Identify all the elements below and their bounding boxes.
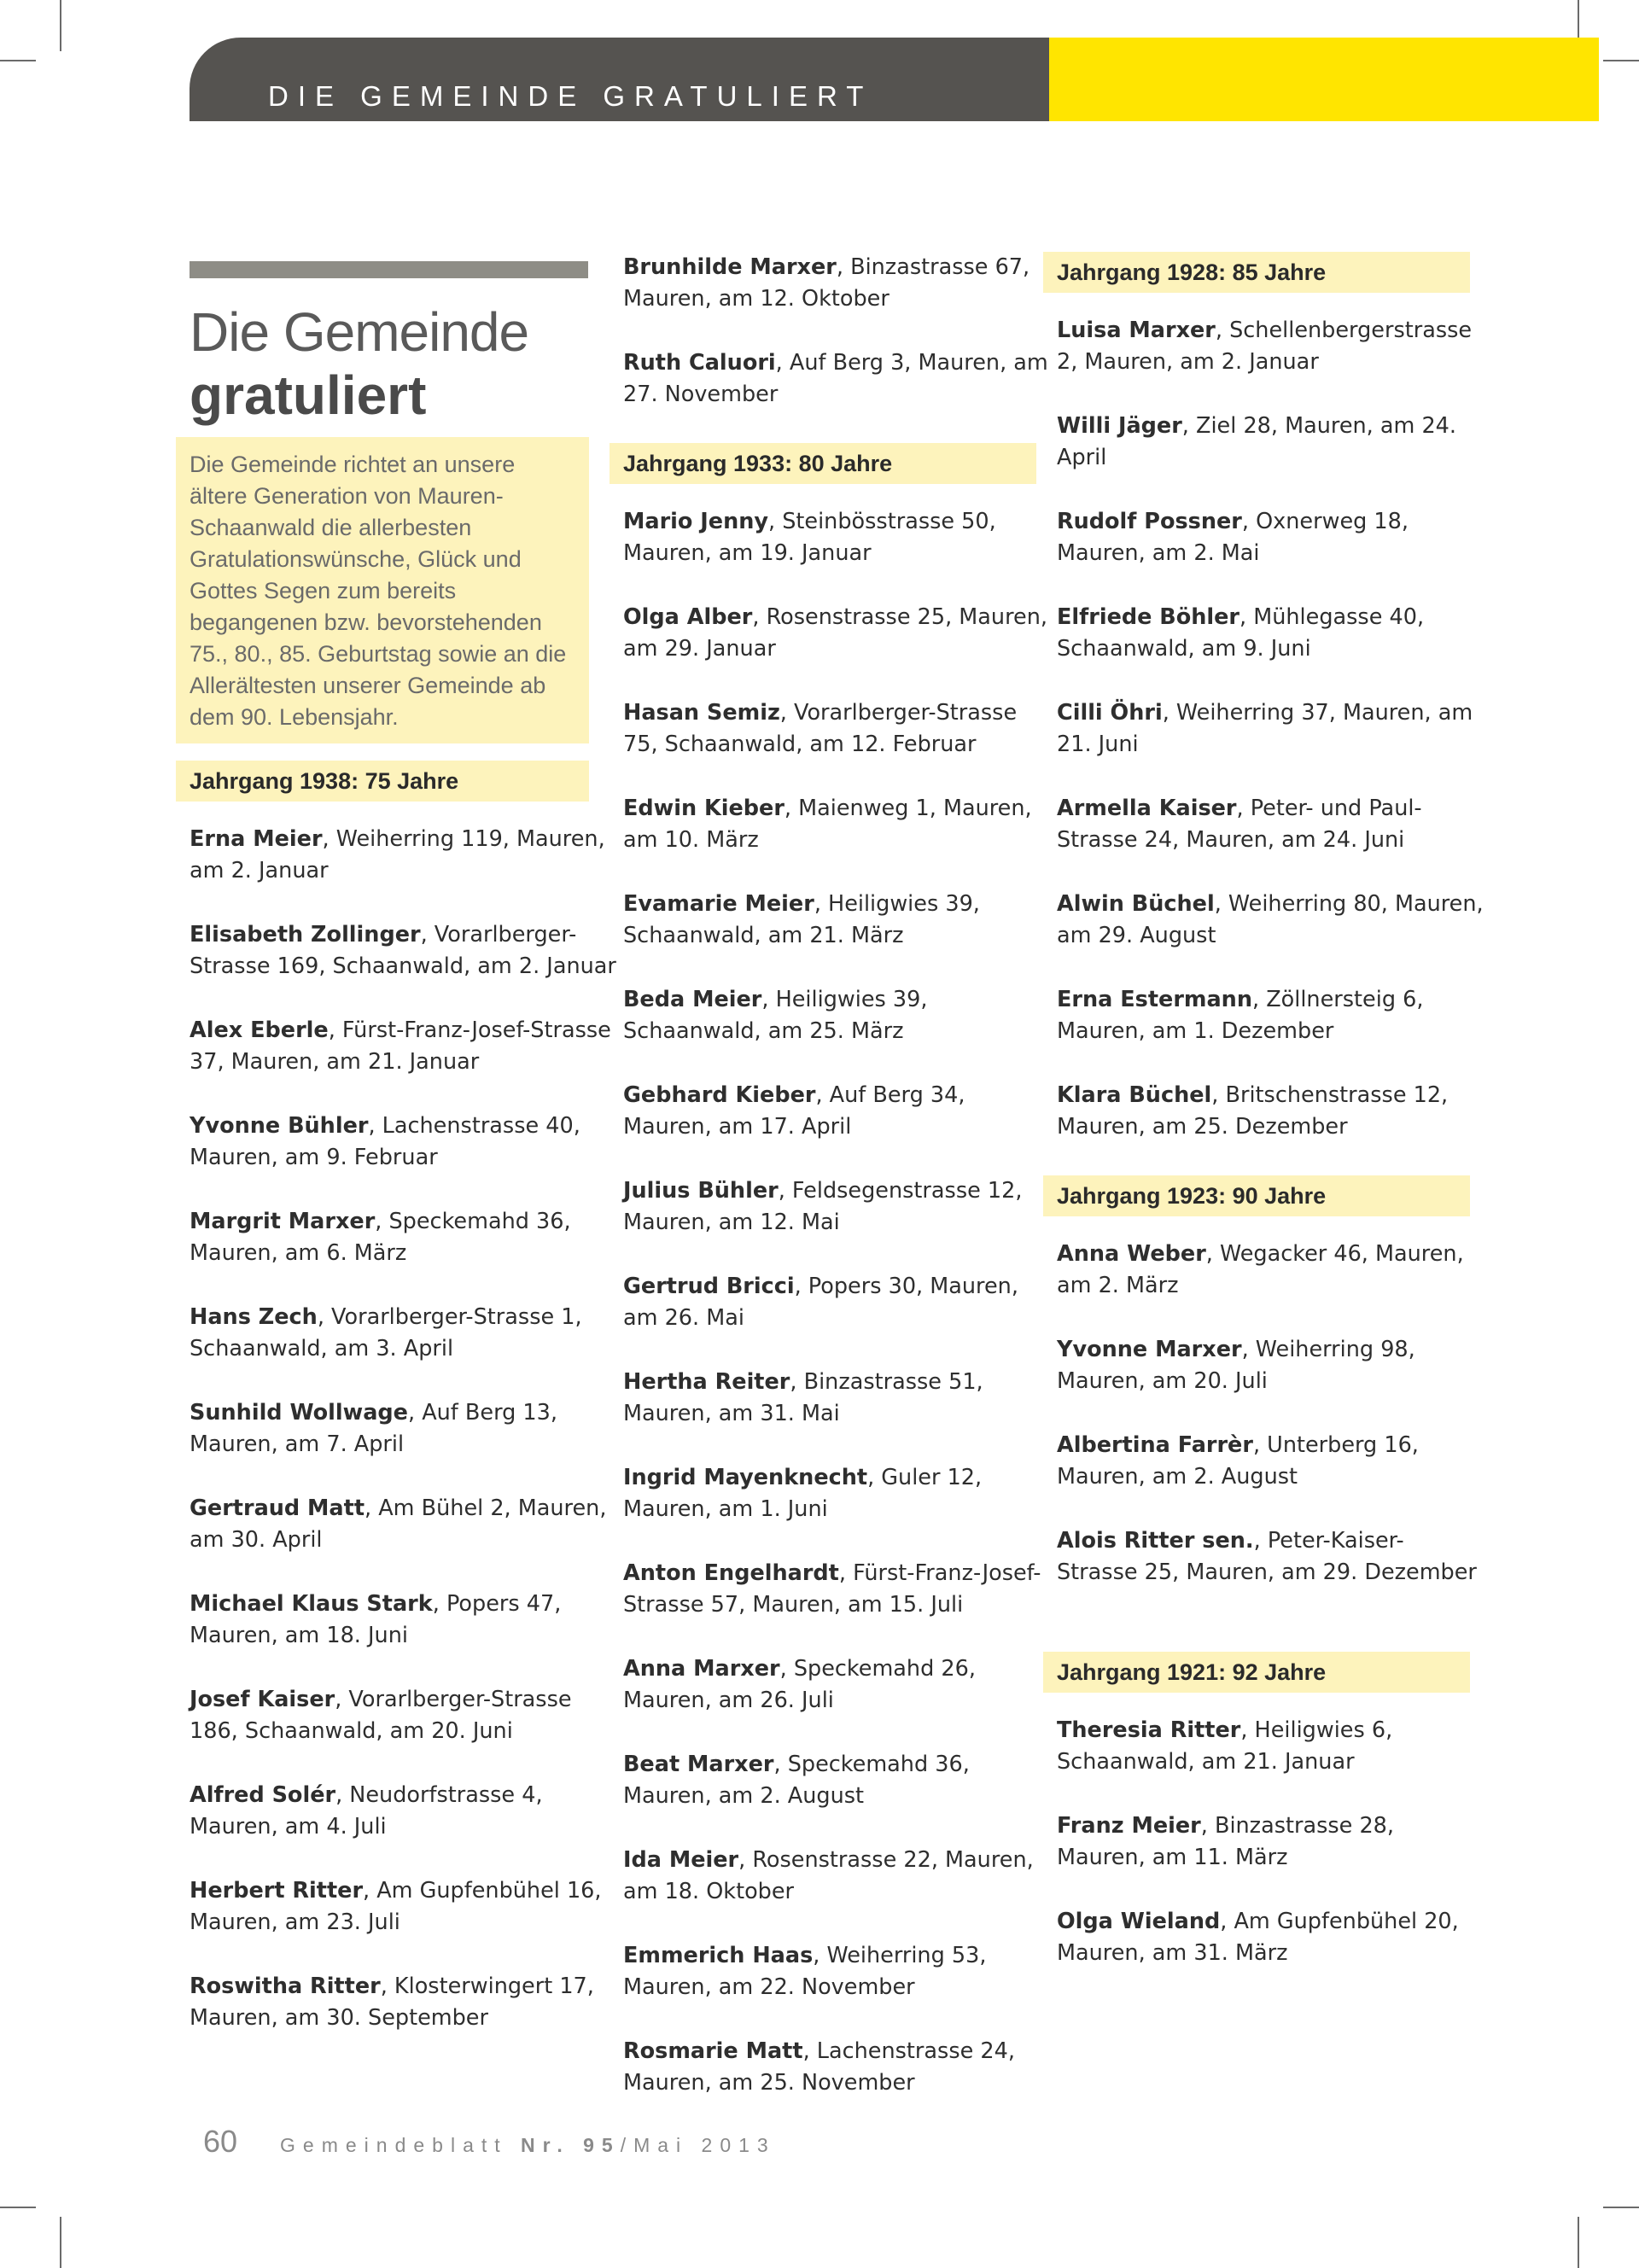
person-name: Beda Meier: [623, 987, 762, 1012]
birthday-entry: [1057, 1239, 1484, 1302]
birthday-entry: [190, 1111, 616, 1174]
birthday-entry: [190, 1875, 616, 1939]
address-date: , Weiherring 53, Mauren, am 22. November: [623, 1943, 987, 2000]
birthday-entry: [623, 1367, 1050, 1430]
issue-date: /Mai 2013: [620, 2134, 776, 2156]
birthday-entry: [1057, 697, 1484, 761]
address-date: , Speckemahd 36, Mauren, am 6. März: [190, 1209, 571, 1266]
birthday-entry: [1057, 602, 1484, 665]
page-title-line2: gratuliert: [190, 364, 427, 426]
crop-mark: [0, 2207, 36, 2208]
address-date: , Auf Berg 3, Mauren, am 27. November: [623, 350, 1048, 407]
person-name: Gebhard Kieber: [623, 1082, 816, 1108]
person-name: Willi Jäger: [1057, 413, 1182, 439]
address-date: , Mühlegasse 40, Schaanwald, am 9. Juni: [1057, 604, 1425, 662]
address-date: , Heiligwies 6, Schaanwald, am 21. Januar: [1057, 1717, 1393, 1775]
year-group-heading: Jahrgang 1921: 92 Jahre: [1043, 1652, 1470, 1693]
person-name: Armella Kaiser: [1057, 796, 1237, 821]
address-date: , Ziel 28, Mauren, am 24. April: [1057, 413, 1456, 470]
person-name: Alois Ritter sen.: [1057, 1528, 1254, 1554]
crop-mark: [60, 2217, 61, 2268]
person-name: Gertraud Matt: [190, 1495, 365, 1521]
address-date: , Fürst-Franz-Josef-Strasse 57, Mauren, am 15. Juli: [623, 1560, 1041, 1618]
birthday-entry: [1057, 984, 1484, 1047]
person-name: Gertrud Bricci: [623, 1274, 795, 1299]
address-date: , Am Gupfenbühel 16, Mauren, am 23. Juli: [190, 1878, 602, 1935]
address-date: , Schellenbergerstrasse 2, Mauren, am 2. Januar: [1057, 318, 1473, 375]
crop-mark: [1603, 60, 1639, 61]
person-name: Yvonne Bühler: [190, 1113, 369, 1139]
crop-mark: [0, 60, 36, 61]
address-date: , Popers 30, Mauren, am 26. Mai: [623, 1274, 1018, 1331]
address-date: , Popers 47, Mauren, am 18. Juni: [190, 1591, 562, 1648]
issue-number: Nr. 95: [521, 2134, 621, 2156]
birthday-entry: [623, 602, 1050, 665]
address-date: , Oxnerweg 18, Mauren, am 2. Mai: [1057, 509, 1409, 566]
publication-name: Gemeindeblatt: [280, 2134, 522, 2156]
birthday-entry: [623, 1175, 1050, 1239]
birthday-entry: [1057, 506, 1484, 569]
person-name: Yvonne Marxer: [1057, 1337, 1242, 1362]
person-name: Elfriede Böhler: [1057, 604, 1240, 630]
person-name: Alex Eberle: [190, 1017, 329, 1043]
intro-text: Die Gemeinde richtet an unsere ältere Generation von Mauren-Schaanwald die allerbesten Gratulationswünsche, Glück und Gottes Segen zum bereits begangenen bzw. bevorstehenden 75., 80., 85. Geburtstag sowie an die Allerältesten unserer Gemeinde ab dem 90. Lebensjahr.: [176, 437, 589, 743]
column-left: [190, 261, 616, 2067]
address-date: , Peter-Kaiser-Strasse 25, Mauren, am 29. Dezember: [1057, 1528, 1477, 1585]
person-name: Alfred Solér: [190, 1782, 336, 1808]
banner-dark-segment: [190, 38, 1049, 121]
person-name: Olga Wieland: [1057, 1909, 1221, 1934]
person-name: Olga Alber: [623, 604, 753, 630]
person-name: Edwin Kieber: [623, 796, 785, 821]
address-date: , Vorarlberger-Strasse 169, Schaanwald, am 2. Januar: [190, 922, 616, 979]
birthday-entry: [190, 1684, 616, 1747]
page-title-line1: Die Gemeinde: [190, 301, 529, 363]
address-date: , Weiherring 98, Mauren, am 20. Juli: [1057, 1337, 1415, 1394]
year-group-heading: Jahrgang 1933: 80 Jahre: [610, 443, 1036, 484]
person-name: Michael Klaus Stark: [190, 1591, 433, 1617]
birthday-entry: [623, 2036, 1050, 2099]
birthday-entry: [623, 984, 1050, 1047]
person-name: Ruth Caluori: [623, 350, 776, 376]
person-name: Ingrid Mayenknecht: [623, 1465, 868, 1490]
person-name: Sunhild Wollwage: [190, 1400, 408, 1426]
person-name: Roswitha Ritter: [190, 1974, 381, 1999]
person-name: Alwin Büchel: [1057, 891, 1215, 917]
address-date: , Feldsegenstrasse 12, Mauren, am 12. Mai: [623, 1178, 1023, 1235]
person-name: Anton Engelhardt: [623, 1560, 839, 1586]
birthday-entry: [190, 1971, 616, 2034]
birthday-entry: [623, 1080, 1050, 1143]
birthday-entry: [623, 1940, 1050, 2003]
birthday-entry: [623, 1749, 1050, 1812]
address-date: , Binzastrasse 67, Mauren, am 12. Oktober: [623, 254, 1030, 312]
year-group-heading: Jahrgang 1938: 75 Jahre: [176, 761, 589, 802]
birthday-entry: [190, 1493, 616, 1556]
page-number: 60: [203, 2124, 238, 2159]
birthday-entry: [623, 1558, 1050, 1621]
person-name: Emmerich Haas: [623, 1943, 814, 1968]
page-title: [190, 300, 616, 427]
person-name: Anna Marxer: [623, 1656, 780, 1682]
person-name: Margrit Marxer: [190, 1209, 376, 1234]
birthday-entry: [1057, 889, 1484, 952]
address-date: , Maienweg 1, Mauren, am 10. März: [623, 796, 1032, 853]
column-right: [1057, 252, 1484, 2002]
address-date: , Am Gupfenbühel 20, Mauren, am 31. März: [1057, 1909, 1459, 1966]
birthday-entry: [623, 506, 1050, 569]
address-date: , Wegacker 46, Mauren, am 2. März: [1057, 1241, 1464, 1298]
person-name: Cilli Öhri: [1057, 700, 1163, 726]
person-name: Albertina Farrèr: [1057, 1432, 1253, 1458]
address-date: , Rosenstrasse 22, Mauren, am 18. Oktober: [623, 1847, 1034, 1904]
group-1933: [623, 443, 1050, 2099]
address-date: , Weiherring 119, Mauren, am 2. Januar: [190, 826, 605, 883]
person-name: Luisa Marxer: [1057, 318, 1216, 343]
birthday-entry: [623, 1271, 1050, 1334]
birthday-entry: [623, 889, 1050, 952]
address-date: , Weiherring 80, Mauren, am 29. August: [1057, 891, 1484, 948]
address-date: , Heiligwies 39, Schaanwald, am 21. März: [623, 891, 980, 948]
birthday-entry: [623, 252, 1050, 315]
banner-title: DIE GEMEINDE GRATULIERT: [268, 80, 873, 112]
group-1938: [190, 761, 616, 2034]
person-name: Hans Zech: [190, 1304, 318, 1330]
address-date: , Zöllnersteig 6, Mauren, am 1. Dezember: [1057, 987, 1424, 1044]
crop-mark: [1603, 2207, 1639, 2208]
group-1921: [1057, 1652, 1484, 1969]
birthday-entry: [1057, 1810, 1484, 1874]
address-date: , Unterberg 16, Mauren, am 2. August: [1057, 1432, 1419, 1490]
person-name: Erna Meier: [190, 826, 323, 852]
birthday-entry: [190, 1780, 616, 1843]
birthday-entry: [1057, 1906, 1484, 1969]
birthday-entry: [190, 919, 616, 982]
birthday-entry: [1057, 1334, 1484, 1397]
group-1938-continued: [623, 252, 1050, 411]
address-date: , Lachenstrasse 40, Mauren, am 9. Februar: [190, 1113, 580, 1170]
birthday-entry: [1057, 1430, 1484, 1493]
birthday-entry: [1057, 411, 1484, 474]
address-date: , Vorarlberger-Strasse 1, Schaanwald, am 3. April: [190, 1304, 582, 1361]
address-date: , Am Bühel 2, Mauren, am 30. April: [190, 1495, 607, 1553]
birthday-entry: [1057, 1525, 1484, 1589]
birthday-entry: [190, 1589, 616, 1652]
person-name: Franz Meier: [1057, 1813, 1201, 1839]
crop-mark: [1578, 2217, 1579, 2268]
birthday-entry: [1057, 315, 1484, 378]
person-name: Klara Büchel: [1057, 1082, 1212, 1108]
group-1928: [1057, 252, 1484, 1143]
address-date: , Binzastrasse 51, Mauren, am 31. Mai: [623, 1369, 983, 1426]
crop-mark: [60, 0, 61, 51]
person-name: Josef Kaiser: [190, 1687, 335, 1712]
person-name: Ida Meier: [623, 1847, 739, 1873]
address-date: , Neudorfstrasse 4, Mauren, am 4. Juli: [190, 1782, 543, 1839]
year-group-heading: Jahrgang 1928: 85 Jahre: [1043, 252, 1470, 293]
person-name: Julius Bühler: [623, 1178, 779, 1204]
address-date: , Steinbösstrasse 50, Mauren, am 19. Januar: [623, 509, 996, 566]
birthday-entry: [190, 1397, 616, 1460]
title-rule: [190, 261, 588, 278]
birthday-entry: [623, 697, 1050, 761]
birthday-entry: [1057, 793, 1484, 856]
birthday-entry: [190, 824, 616, 887]
birthday-entry: [190, 1206, 616, 1269]
address-date: , Britschenstrasse 12, Mauren, am 25. Dezember: [1057, 1082, 1449, 1140]
address-date: , Speckemahd 36, Mauren, am 2. August: [623, 1752, 970, 1809]
address-date: , Weiherring 37, Mauren, am 21. Juni: [1057, 700, 1473, 757]
address-date: , Auf Berg 34, Mauren, am 17. April: [623, 1082, 965, 1140]
person-name: Rudolf Possner: [1057, 509, 1242, 534]
person-name: Beat Marxer: [623, 1752, 774, 1777]
address-date: , Guler 12, Mauren, am 1. Juni: [623, 1465, 983, 1522]
person-name: Herbert Ritter: [190, 1878, 364, 1904]
birthday-entry: [1057, 1715, 1484, 1778]
person-name: Hertha Reiter: [623, 1369, 790, 1395]
address-date: , Rosenstrasse 25, Mauren, am 29. Januar: [623, 604, 1047, 662]
birthday-entry: [623, 1462, 1050, 1525]
birthday-entry: [190, 1302, 616, 1365]
address-date: , Klosterwingert 17, Mauren, am 30. September: [190, 1974, 594, 2031]
person-name: Anna Weber: [1057, 1241, 1206, 1267]
address-date: , Vorarlberger-Strasse 75, Schaanwald, am 12. Februar: [623, 700, 1018, 757]
birthday-entry: [623, 1845, 1050, 1908]
person-name: Rosmarie Matt: [623, 2038, 803, 2064]
page-footer: [203, 2124, 776, 2161]
address-date: , Peter- und Paul-Strasse 24, Mauren, am 24. Juni: [1057, 796, 1422, 853]
person-name: Elisabeth Zollinger: [190, 922, 421, 947]
birthday-entry: [623, 793, 1050, 856]
banner-yellow-segment: [1049, 38, 1599, 121]
birthday-entry: [1057, 1080, 1484, 1143]
section-banner: [190, 38, 1599, 121]
address-date: , Fürst-Franz-Josef-Strasse 37, Mauren, am 21. Januar: [190, 1017, 611, 1075]
birthday-entry: [623, 347, 1050, 411]
birthday-entry: [623, 1653, 1050, 1717]
person-name: Theresia Ritter: [1057, 1717, 1241, 1743]
year-group-heading: Jahrgang 1923: 90 Jahre: [1043, 1175, 1470, 1216]
person-name: Brunhilde Marxer: [623, 254, 837, 280]
address-date: , Auf Berg 13, Mauren, am 7. April: [190, 1400, 557, 1457]
address-date: , Heiligwies 39, Schaanwald, am 25. März: [623, 987, 928, 1044]
person-name: Erna Estermann: [1057, 987, 1252, 1012]
address-date: , Lachenstrasse 24, Mauren, am 25. November: [623, 2038, 1015, 2096]
birthday-entry: [190, 1015, 616, 1078]
publication-line: [280, 2134, 776, 2157]
address-date: , Vorarlberger-Strasse 186, Schaanwald, am 20. Juni: [190, 1687, 572, 1744]
address-date: , Binzastrasse 28, Mauren, am 11. März: [1057, 1813, 1395, 1870]
person-name: Hasan Semiz: [623, 700, 780, 726]
spacer: [1057, 1621, 1484, 1652]
person-name: Mario Jenny: [623, 509, 769, 534]
group-1923: [1057, 1175, 1484, 1589]
column-middle: [623, 252, 1050, 2131]
address-date: , Speckemahd 26, Mauren, am 26. Juli: [623, 1656, 976, 1713]
person-name: Evamarie Meier: [623, 891, 814, 917]
